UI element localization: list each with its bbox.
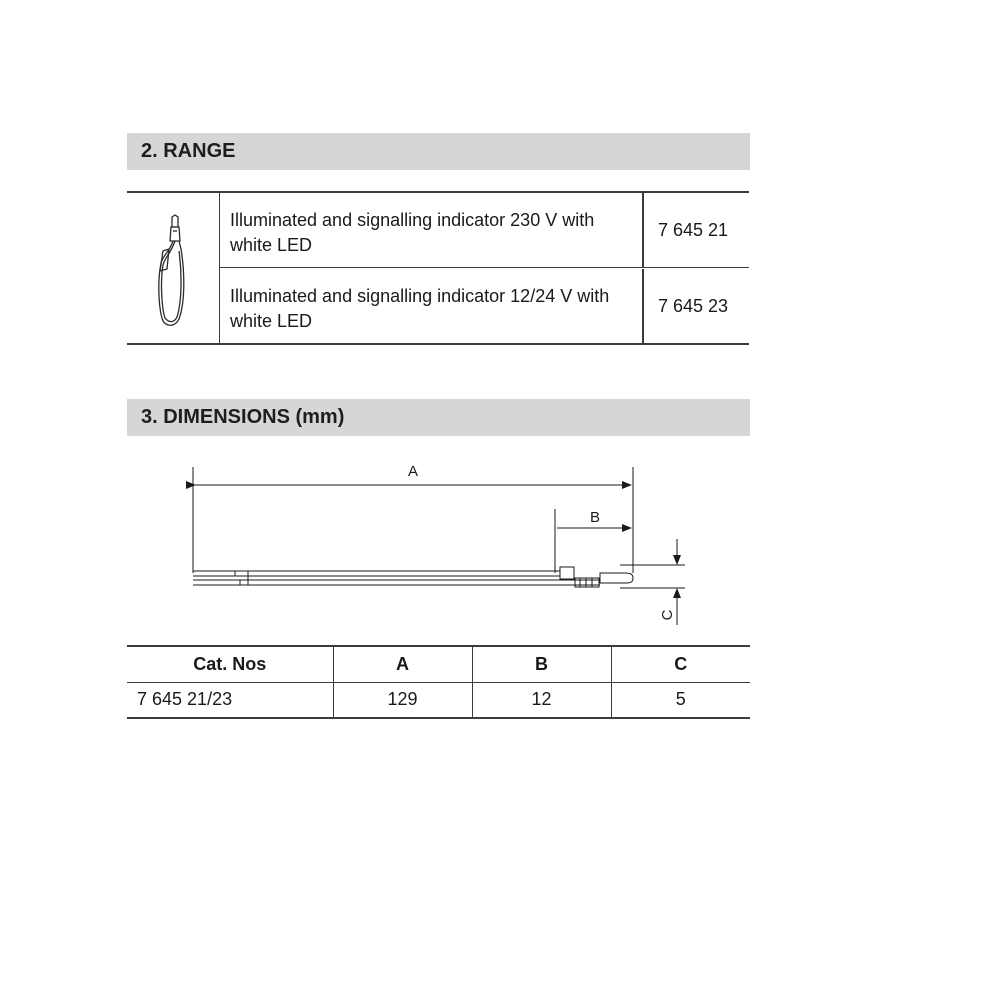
column-header-c: C xyxy=(611,646,750,682)
column-header-cat-nos: Cat. Nos xyxy=(193,653,267,674)
cell-b: 12 xyxy=(472,682,611,718)
dimension-b-label: B xyxy=(589,509,601,526)
dimension-diagram xyxy=(180,455,700,635)
led-wire-drawing xyxy=(193,567,633,587)
cell-c: 5 xyxy=(611,682,750,718)
dimension-c-label: C xyxy=(659,609,676,621)
range-ref-number: 7 645 23 xyxy=(658,296,729,316)
table-header-row xyxy=(127,646,750,682)
column-divider xyxy=(642,269,644,344)
column-divider xyxy=(642,193,644,267)
range-description: Illuminated and signalling indicator 230 V with white LED xyxy=(230,210,595,255)
led-indicator-wire-icon xyxy=(127,193,220,343)
dimensions-section-header: 3. DIMENSIONS (mm) xyxy=(127,399,750,436)
range-row xyxy=(220,193,749,268)
column-header-a: A xyxy=(333,646,472,682)
dimensions-table xyxy=(127,645,750,719)
table-row xyxy=(127,682,750,718)
product-image-cell xyxy=(127,193,220,343)
dimension-a-label: A xyxy=(407,463,419,480)
range-description: Illuminated and signalling indicator 12/24 V with white LED xyxy=(230,286,610,331)
range-row xyxy=(220,269,749,344)
cell-a: 129 xyxy=(333,682,472,718)
cell-cat-nos: 7 645 21/23 xyxy=(137,689,233,710)
range-ref-number: 7 645 21 xyxy=(658,220,729,240)
range-table xyxy=(127,191,749,345)
column-header-b: B xyxy=(472,646,611,682)
range-section-header: 2. RANGE xyxy=(127,133,750,170)
